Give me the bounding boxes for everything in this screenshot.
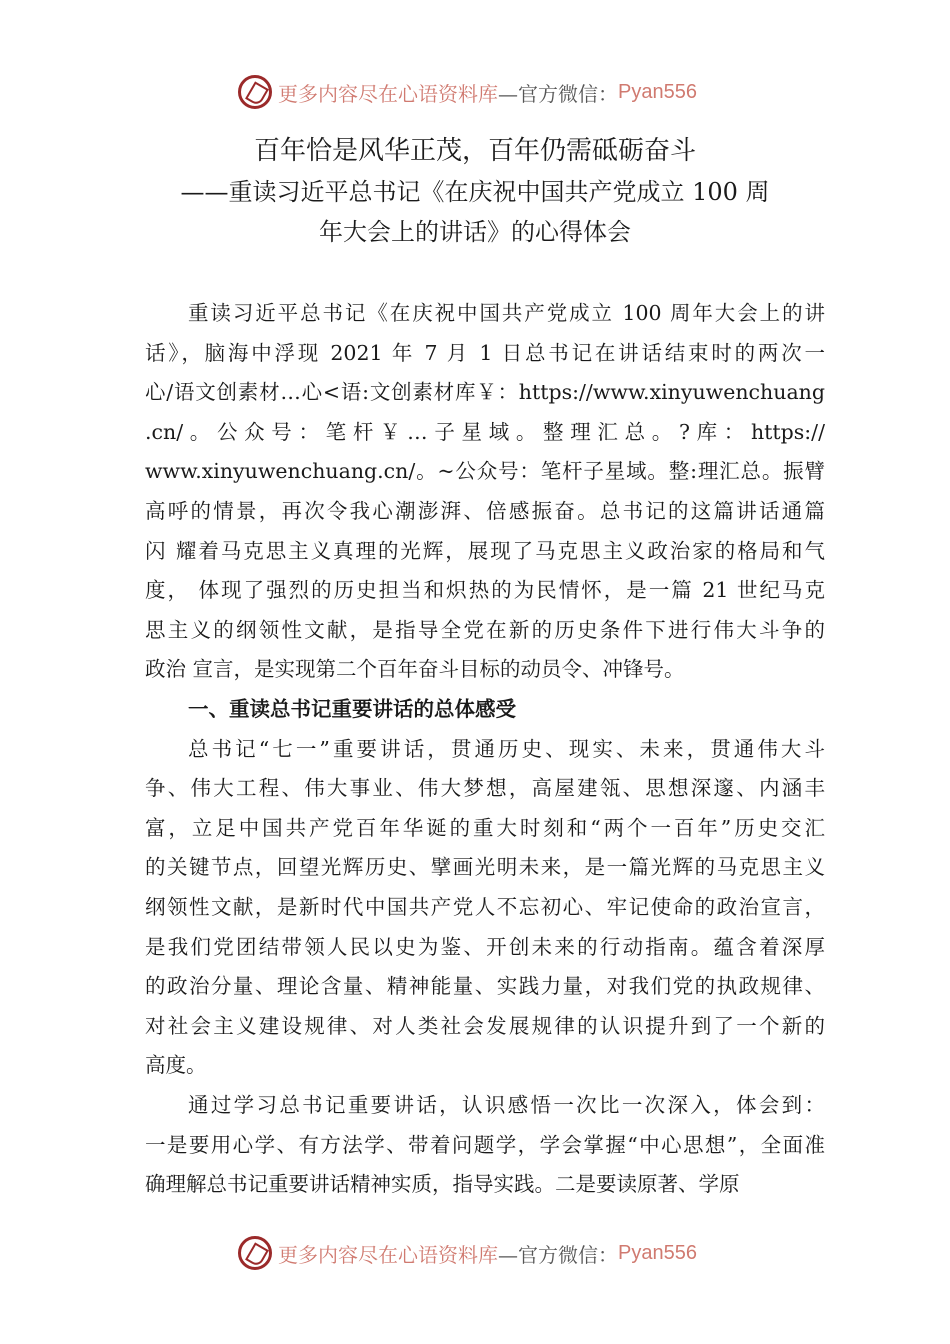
doc-subtitle-2: 年大会上的讲话》的心得体会 [319,218,631,246]
paragraph-line: 是我们党团结带领人民以史为鉴、开创未来的行动指南。蕴含着深厚 [145,934,825,959]
banner-wechat-id: Pyan556 [618,1241,697,1264]
paragraph-line: 总书记“七一”重要讲话，贯通历史、现实、未来，贯通伟大斗 [188,736,825,761]
paragraph-line: 闪 耀着马克思主义真理的光辉，展现了马克思主义政治家的格局和气 [145,538,825,563]
paragraph-line: 心/语文创素材…心<语:文创素材库￥：https://www.xinyuwenchuang [145,380,825,405]
paragraph-line: 度， 体现了强烈的历史担当和炽热的为民情怀，是一篇 21 世纪马克 [145,578,825,603]
paragraph-line: www.xinyuwenchuang.cn/。~公众号：笔杆子星域。整:理汇总。振臂 [145,459,825,484]
paragraph-line: 确理解总书记重要讲话精神实质，指导实践。二是要读原著、学原 [145,1172,740,1197]
logo-icon [238,1236,272,1270]
banner-text: 更多内容尽在心语资料库 [278,1242,498,1267]
paragraph-line: 高度。 [145,1053,207,1078]
banner-wechat-id: Pyan556 [618,80,697,103]
paragraph-line: 纲领性文献，是新时代中国共产党人不忘初心、牢记使命的政治宣言， [145,895,825,919]
banner-text: 更多内容尽在心语资料库 [278,81,498,106]
paragraph-line: 对社会主义建设规律、对人类社会发展规律的认识提升到了一个新的 [145,1013,825,1038]
paragraph-line: 重读习近平总书记《在庆祝中国共产党成立 100 周年大会上的讲 [188,301,825,325]
paragraph-line: 的政治分量、理论含量、精神能量、实践力量，对我们党的执政规律、 [145,974,825,999]
logo-icon [238,75,272,109]
paragraph-line: 政治 宣言，是实现第二个百年奋斗目标的动员令、冲锋号。 [145,657,685,682]
footer-banner [238,1233,728,1273]
section-heading: 一、重读总书记重要讲话的总体感受 [188,697,516,721]
paragraph-line: 一是要用心学、有方法学、带着问题学，学会掌握“中心思想”，全面准 [145,1132,825,1157]
banner-wechat-label: —官方微信： [498,1242,618,1267]
header-banner [238,72,728,112]
paragraph-line: 富，立足中国共产党百年华诞的重大时刻和“两个一百年”历史交汇 [145,815,825,840]
paragraph-line: 思主义的纲领性文献，是指导全党在新的历史条件下进行伟大斗争的 [145,617,825,642]
paragraph-line: 争、伟大工程、伟大事业、伟大梦想，高屋建瓴、思想深邃、内涵丰 [145,776,825,801]
paragraph-line: .cn/。公众号：笔杆￥…子星域。整理汇总。?库：https:// [145,419,825,444]
banner-wechat-label: —官方微信： [498,81,618,106]
paragraph-line: 通过学习总书记重要讲话，认识感悟一次比一次深入，体会到： [188,1093,825,1117]
paragraph-line: 高呼的情景，再次令我心潮澎湃、倍感振奋。总书记的这篇讲话通篇 [145,499,825,523]
doc-subtitle-1: ——重读习近平总书记《在庆祝中国共产党成立 100 周 [180,178,770,206]
paragraph-line: 的关键节点，回望光辉历史、擘画光明未来，是一篇光辉的马克思主义 [145,855,825,880]
paragraph-line: 话》，脑海中浮现 2021 年 7 月 1 日总书记在讲话结束时的两次一 [145,340,825,365]
doc-title: 百年恰是风华正茂，百年仍需砥砺奋斗 [253,136,696,166]
